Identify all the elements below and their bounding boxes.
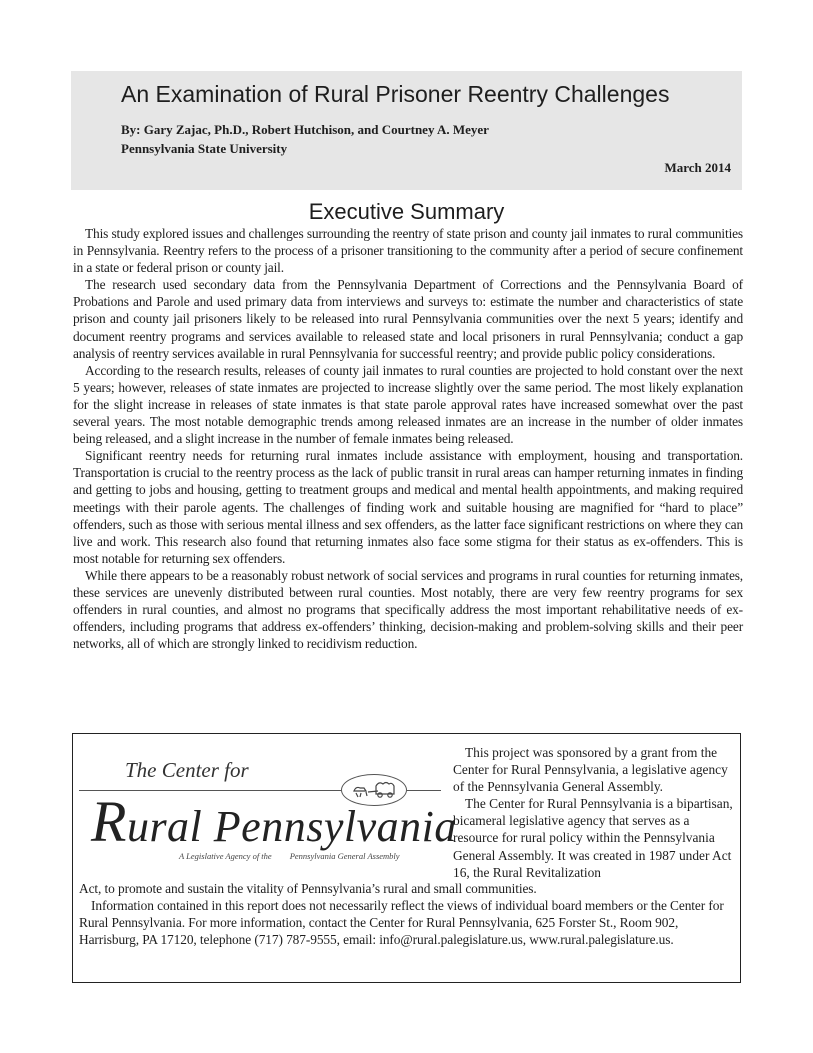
logo-name: ural Pennsylvania	[126, 802, 457, 851]
sponsor-box	[72, 733, 741, 983]
section-title: Executive Summary	[308, 199, 505, 224]
report-title: An Examination of Rural Prisoner Reentry Challenges	[121, 81, 670, 107]
logo-tagline	[179, 851, 400, 861]
center-for-rural-pennsylvania-logo	[79, 746, 457, 866]
logo-small-text: The Center for	[125, 758, 249, 782]
sponsor-text	[453, 744, 733, 881]
logo-tagline-right: Pennsylvania General Assembly	[289, 851, 400, 861]
disclaimer: Information contained in this report does not necessarily reflect the views of individual board members or the Center for Rural Pennsylvania. For more information, contact the Center for Rural Pennsylvania, 625 Forster St., Room 902, Harrisburg, PA 17120, telephone (717) 787-9555, email: info@rural.palegislature.us, www.rural.palegislature.us.	[79, 898, 724, 948]
report-date: March 2014	[664, 160, 731, 175]
report-byline	[121, 120, 489, 158]
sponsor-paragraph: This project was sponsored by a grant from the Center for Rural Pennsylvania, a legislative agency of the Pennsylvania General Assembly.	[453, 745, 728, 795]
summary-paragraph: The research used secondary data from the Pennsylvania Department of Corrections and the Pennsylvania Board of Probations and Parole and used primary data from interviews and surveys to: estimate the number and characteristics of state prison and county jail prisoners likely to be released into rural Pennsylvania communities over the next 5 years; identify and document reentry programs and services available to released state and local prisoners in rural Pennsylvania; conduct a gap analysis of reentry services available in rural Pennsylvania for successful reentry; and provide public policy considerations.	[73, 277, 743, 361]
logo-tagline-left: A Legislative Agency of the	[179, 851, 272, 861]
report-header	[71, 71, 742, 190]
authors: By: Gary Zajac, Ph.D., Robert Hutchison, and Courtney A. Meyer	[121, 122, 489, 137]
logo-initial: R	[91, 789, 127, 854]
sponsor-continuation: Act, to promote and sustain the vitality of Pennsylvania’s rural and small communities.	[79, 881, 537, 896]
executive-summary-body	[73, 225, 743, 652]
summary-paragraph: Significant reentry needs for returning rural inmates include assistance with employment, housing and transportation. Transportation is crucial to the reentry process as the lack of public transit in rural areas can hamper returning inmates in finding and getting to jobs and housing, getting to treatment groups and medical and mental health appointments, and making required meetings with their parole agents. The challenges of finding work and suitable housing are magnified for “hard to place” offenders, such as those with serious mental illness and sex offenders, as the latter face significant restrictions on where they can live and work. This research also found that returning inmates also face some stigma for their status as ex-offenders. This is most notable for returning sex offenders.	[73, 448, 743, 566]
sponsor-paragraph: The Center for Rural Pennsylvania is a bipartisan, bicameral legislative agency that serves as a resource for rural policy within the Pennsylvania General Assembly. It was created in 1987 under Act 16, the Rural Revitalization	[453, 796, 733, 880]
summary-paragraph: While there appears to be a reasonably robust network of social services and programs in rural counties for returning inmates, these services are unevenly distributed between rural counties. Most notably, there are very few reentry programs for sex offenders in rural counties, and almost no programs that specifically address the most important rehabilitative needs of ex-offenders, including programs that address ex-offenders’ thinking, decision-making and problem-solving skills and their peer networks, all of which are strongly linked to recidivism reduction.	[73, 567, 743, 652]
summary-paragraph: According to the research results, releases of county jail inmates to rural counties are projected to hold constant over the next 5 years; however, releases of state inmates are projected to increase slightly over the same period. The most likely explanation for the slight increase in releases of state inmates is that state parole approval rates have increased somewhat over the past several years. The most notable demographic trends among released inmates are an increase in the number of older inmates being released, and a slight increase in the number of female inmates being released.	[73, 362, 743, 447]
summary-paragraph: This study explored issues and challenges surrounding the reentry of state prison and county jail inmates to rural communities in Pennsylvania. Reentry refers to the process of a prisoner transitioning to the community after a period of secure confinement in a state or federal prison or county jail.	[73, 226, 743, 276]
logo-big-text	[91, 788, 457, 855]
institution: Pennsylvania State University	[121, 141, 288, 156]
footer-bottom-text	[79, 880, 735, 948]
